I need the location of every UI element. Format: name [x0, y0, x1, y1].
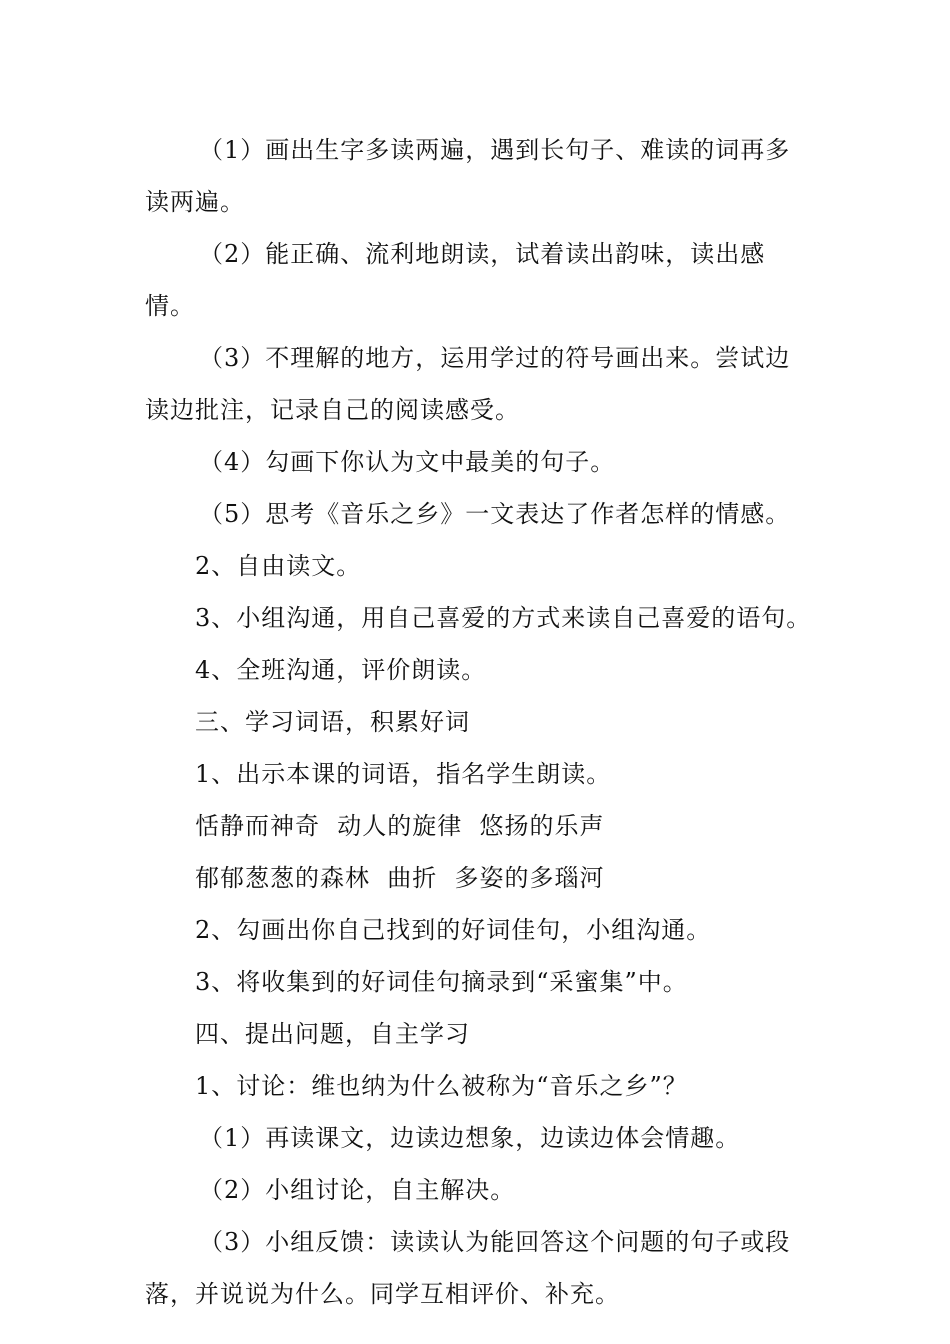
paragraph: 2、勾画出你自己找到的好词佳句，小组沟通。 [195, 916, 712, 944]
paragraph: （5）思考《音乐之乡》一文表达了作者怎样的情感。 [199, 500, 791, 528]
section-heading: 三、学习词语，积累好词 [195, 708, 470, 736]
paragraph: （1）再读课文，边读边想象，边读边体会情趣。 [199, 1124, 741, 1152]
paragraph: 4、全班沟通，评价朗读。 [195, 656, 487, 684]
word-list-line: 恬静而神奇 动人的旋律 悠扬的乐声 [195, 812, 605, 840]
document-body [145, 124, 815, 1320]
paragraph: （4）勾画下你认为文中最美的句子。 [199, 448, 616, 476]
paragraph: （3）不理解的地方，运用学过的符号画出来。尝试边读边批注，记录自己的阅读感受。 [145, 344, 791, 424]
paragraph: （1）画出生字多读两遍，遇到长句子、难读的词再多读两遍。 [145, 136, 791, 216]
paragraph: （2）能正确、流利地朗读，试着读出韵味，读出感情。 [145, 240, 766, 320]
paragraph: 1、出示本课的词语，指名学生朗读。 [195, 760, 612, 788]
paragraph: 2、自由读文。 [195, 552, 362, 580]
word-list-line: 郁郁葱葱的森林 曲折 多姿的多瑙河 [195, 864, 605, 892]
paragraph: 1、讨论：维也纳为什么被称为“音乐之乡”？ [195, 1072, 688, 1100]
paragraph: （2）小组讨论，自主解决。 [199, 1176, 516, 1204]
section-heading: 四、提出问题，自主学习 [195, 1020, 470, 1048]
paragraph: 3、小组沟通，用自己喜爱的方式来读自己喜爱的语句。 [195, 604, 812, 632]
paragraph: 3、将收集到的好词佳句摘录到“采蜜集”中。 [195, 968, 688, 996]
paragraph: （3）小组反馈：读读认为能回答这个问题的句子或段落，并说说为什么。同学互相评价、补充。 [145, 1228, 791, 1308]
